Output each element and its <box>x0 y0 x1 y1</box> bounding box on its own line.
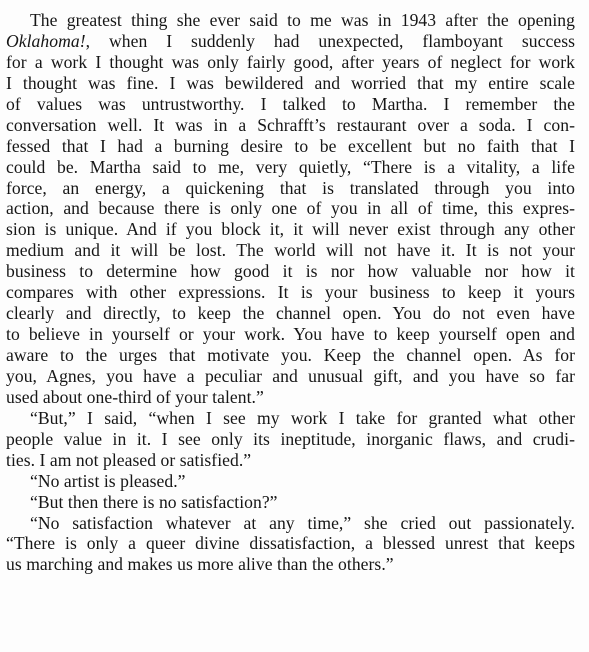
body-text <box>0 10 589 575</box>
text-line-14: compares with other expressions. It is your business to keep it yours <box>6 282 575 303</box>
text-line-15: clearly and directly, to keep the channel open. You do not even have <box>6 303 575 324</box>
text-line-13: business to determine how good it is nor how valuable nor how it <box>6 261 575 282</box>
text-line-1: The greatest thing she ever said to me was in 1943 after the opening <box>30 10 575 30</box>
text-line-26: “There is only a queer divine dissatisfaction, a blessed unrest that keeps <box>6 533 575 554</box>
text-line-25: “No satisfaction whatever at any time,” she cried out passionately. <box>30 512 575 533</box>
text-line-27: us marching and makes us more alive than the others.” <box>6 554 394 575</box>
text-line-5: of values was untrustworthy. I talked to Martha. I remember the <box>6 93 575 114</box>
text-line-24: “But then there is no satisfaction?” <box>30 491 278 512</box>
text-line-12: medium and it will be lost. The world will not have it. It is not your <box>6 240 575 261</box>
text-line-11: sion is unique. And if you block it, it will never exist through any other <box>6 219 575 240</box>
text-line-21: people value in it. I see only its ineptitude, inorganic flaws, and crudi- <box>6 428 575 449</box>
text-line-20: “But,” I said, “when I see my work I take for granted what other <box>30 407 575 428</box>
text-line-22: ties. I am not pleased or satisfied.” <box>6 449 252 470</box>
text-line-6: conversation well. It was in a Schrafft’s restaurant over a soda. I con- <box>6 114 575 135</box>
text-line-16: to believe in yourself or your work. You have to keep yourself open and <box>6 324 575 345</box>
text-line-2-rest: , when I suddenly had unexpected, flamboyant success <box>85 30 575 51</box>
text-line-4: I thought was fine. I was bewildered and worried that my entire scale <box>6 72 575 93</box>
text-line-9: force, an energy, a quickening that is translated through you into <box>6 177 575 198</box>
text-line-17: aware to the urges that motivate you. Keep the channel open. As for <box>6 345 575 365</box>
text-line-8: could be. Martha said to me, very quietly, “There is a vitality, a life <box>6 156 575 177</box>
show-title: Oklahoma! <box>6 30 86 51</box>
text-line-7: fessed that I had a burning desire to be excellent but no faith that I <box>6 135 575 156</box>
text-line-23: “No artist is pleased.” <box>30 470 186 491</box>
text-line-19: used about one-third of your talent.” <box>6 386 264 407</box>
text-line-18: you, Agnes, you have a peculiar and unusual gift, and you have so far <box>6 365 575 386</box>
text-line-3: for a work I thought was only fairly good, after years of neglect for work <box>6 51 575 72</box>
text-line-10: action, and because there is only one of you in all of time, this expres- <box>6 198 575 219</box>
text-line-2 <box>0 31 575 52</box>
